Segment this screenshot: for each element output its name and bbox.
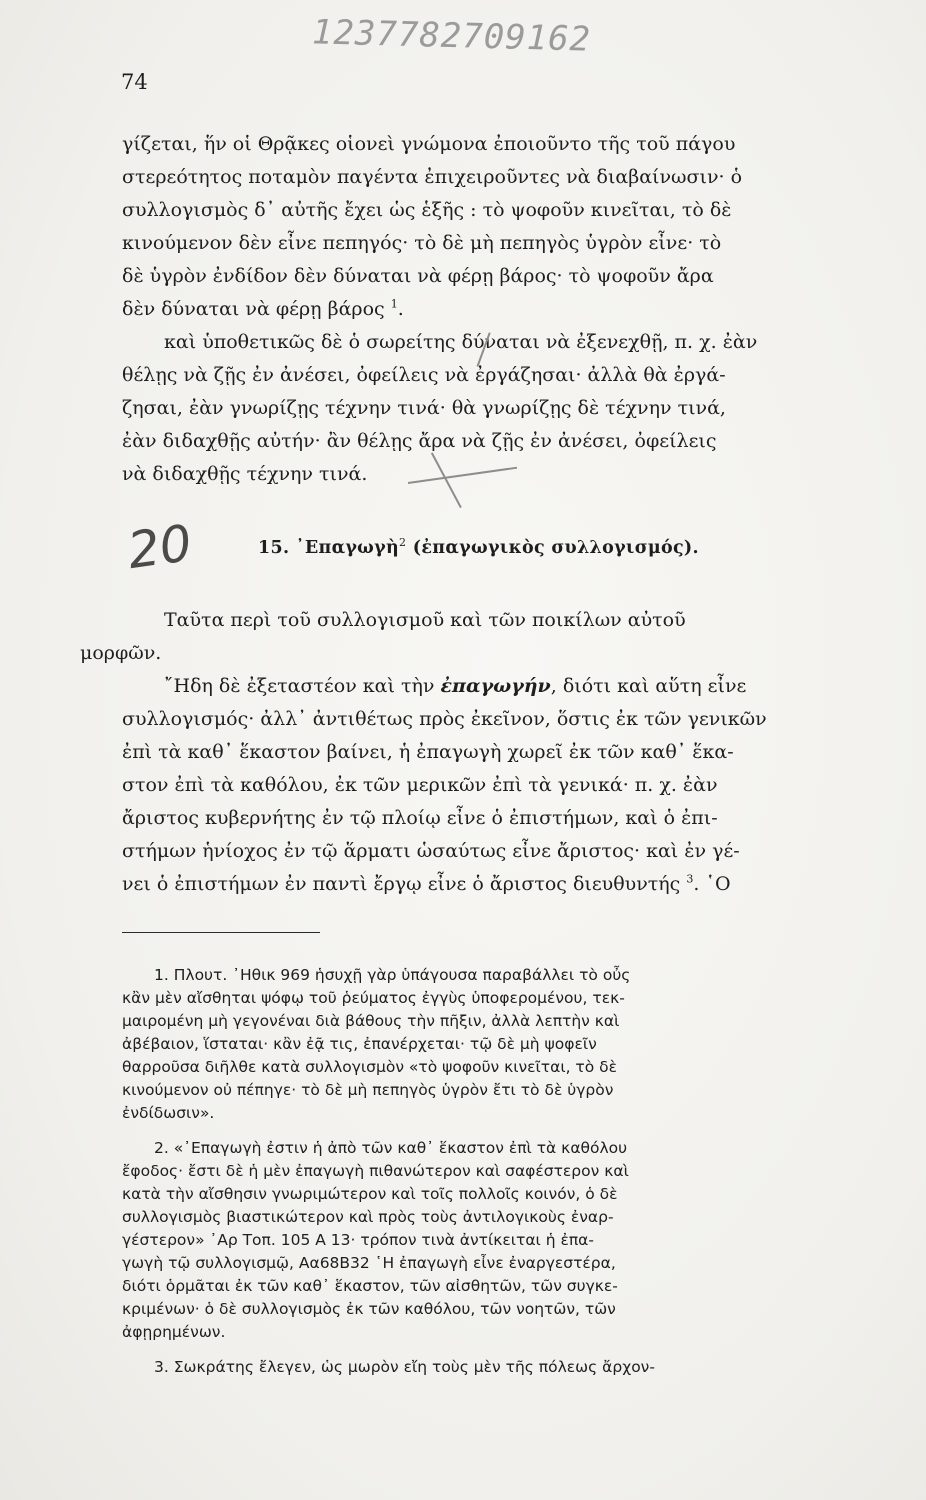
footnote-line: ἀφῃρημένων.	[122, 1323, 226, 1341]
text-end: . ῾Ο	[693, 873, 731, 895]
footnote-2	[122, 1137, 856, 1344]
main-text-top	[122, 128, 856, 491]
footnote-line: ἔφοδος· ἔστι δὲ ἡ μὲν ἐπαγωγὴ πιθανώτερον καὶ σαφέστερον καὶ	[122, 1162, 629, 1180]
footnote-line: ἐνδίδωσιν».	[122, 1104, 215, 1122]
text-line: νὰ διδαχθῇς τέχνην τινά.	[122, 463, 368, 485]
footnote-line: Πλουτ. ᾿Ηθικ 969 ἡσυχῇ γὰρ ὑπάγουσα παραβάλλει τὸ οὖς	[173, 966, 631, 984]
footnote-line: διότι ὁρμᾶται ἐκ τῶν καθ᾽ ἕκαστον, τῶν αἰσθητῶν, τῶν συγκε-	[122, 1277, 618, 1295]
footnote-label: 3.	[154, 1358, 169, 1376]
footnote-ref-3[interactable]: 3	[686, 872, 694, 886]
paragraph-1	[122, 128, 856, 326]
footnotes	[122, 964, 856, 1391]
page-number: 74	[121, 70, 148, 94]
main-text-bottom	[80, 604, 856, 901]
text-line: δὲν δύναται νὰ φέρῃ βάρος	[122, 298, 385, 320]
emphasized-term: ἐπαγωγήν	[440, 675, 551, 697]
text-line: ἐπὶ τὰ καθ᾽ ἕκαστον βαίνει, ἡ ἐπαγωγὴ χωρεῖ ἐκ τῶν καθ᾽ ἕκα-	[122, 741, 734, 763]
text-line: θέλῃς νὰ ζῇς ἐν ἀνέσει, ὀφείλεις νὰ ἐργάζησαι· ἀλλὰ θὰ ἐργά-	[122, 364, 726, 386]
footnote-line: μαιρομένη μὴ γεγονέναι διὰ βάθους τὴν πῆξιν, ἀλλὰ λεπτὴν καὶ	[122, 1012, 620, 1030]
footnote-line: γέστερον» ᾿Αρ Τοπ. 105 Α 13· τρόπον τινὰ ἀντίκειται ἡ ἐπα-	[122, 1231, 594, 1249]
footnote-line: κινούμενον οὐ πέπηγε· τὸ δὲ μὴ πεπηγὸς ὑγρὸν ἔτι τὸ δὲ ὑγρὸν	[122, 1081, 614, 1099]
section-subtitle: (ἐπαγωγικὸς συλλογισμός).	[412, 537, 699, 558]
footnote-ref-2[interactable]: 2	[399, 536, 407, 549]
text-line: στήμων ἡνίοχος ἐν τῷ ἅρματι ὡσαύτως εἶνε ἄριστος· καὶ ἐν γέ-	[122, 840, 740, 862]
paragraph-3	[80, 604, 856, 670]
footnote-line: κατὰ τὴν αἴσθησιν γνωριμώτερον καὶ τοῖς πολλοῖς κοινόν, ὁ δὲ	[122, 1185, 618, 1203]
text-line: μορφῶν.	[80, 642, 162, 664]
footnote-line: θαρροῦσα διῆλθε κατὰ συλλογισμὸν «τὸ ψοφοῦν κινεῖται, τὸ δὲ	[122, 1058, 618, 1076]
text-line: γίζεται, ἥν οἱ Θρᾷκες οἱονεὶ γνώμονα ἐποιοῦντο τῆς τοῦ πάγου	[122, 133, 736, 155]
footnote-label: 1.	[154, 966, 169, 984]
text-end: .	[397, 298, 404, 320]
section-title: ᾿Επαγωγὴ	[295, 537, 400, 558]
section-number: 15.	[258, 537, 290, 558]
handwritten-catalog-number: 1237782709162	[311, 12, 592, 60]
text-line: δὲ ὑγρὸν ἐνδίδον δὲν δύναται νὰ φέρῃ βάρος· τὸ ψοφοῦν ἄρα	[122, 265, 714, 287]
footnote-line: κἂν μὲν αἴσθηται ψόφῳ τοῦ ῥεύματος ἐγγὺς ὑποφερομένου, τεκ-	[122, 989, 625, 1007]
margin-note: 20	[124, 513, 196, 581]
text-line: καὶ ὑποθετικῶς δὲ ὁ σωρείτης δύναται νὰ ἐξενεχθῇ, π. χ. ἐὰν	[164, 331, 758, 353]
text-line: στον ἐπὶ τὰ καθόλου, ἐκ τῶν μερικῶν ἐπὶ τὰ γενικά· π. χ. ἐὰν	[122, 774, 718, 796]
footnote-line: συλλογισμὸς βιαστικώτερον καὶ πρὸς τοὺς ἀντιλογικοὺς ἐναρ-	[122, 1208, 614, 1226]
paragraph-4	[122, 670, 856, 901]
footnote-line: ἀβέβαιον, ἵσταται· κἂν ἐᾷ τις, ἐπανέρχεται· τῷ δὲ μὴ ψοφεῖν	[122, 1035, 597, 1053]
footnote-label: 2.	[154, 1139, 169, 1157]
text-line: στερεότητος ποταμὸν παγέντα ἐπιχειροῦντες νὰ διαβαίνωσιν· ὁ	[122, 166, 743, 188]
text-line: Ταῦτα περὶ τοῦ συλλογισμοῦ καὶ τῶν ποικίλων αὐτοῦ	[164, 609, 686, 631]
text-line: ἄριστος κυβερνήτης ἐν τῷ πλοίῳ εἶνε ὁ ἐπιστήμων, καὶ ὁ ἐπι-	[122, 807, 718, 829]
footnote-divider	[122, 932, 320, 933]
footnote-line: Σωκράτης ἔλεγεν, ὡς μωρὸν εἴη τοὺς μὲν τῆς πόλεως ἄρχον-	[173, 1358, 655, 1376]
text-line: συλλογισμός· ἀλλ᾽ ἀντιθέτως πρὸς ἐκεῖνον, ὅστις ἐκ τῶν γενικῶν	[122, 708, 767, 730]
footnote-line: «᾿Επαγωγὴ ἐστιν ἡ ἀπὸ τῶν καθ᾽ ἕκαστον ἐπὶ τὰ καθόλου	[173, 1139, 628, 1157]
footnote-ref-1[interactable]: 1	[390, 297, 398, 311]
footnote-line: γωγὴ τῷ συλλογισμῷ, Αα68Β32 ῾Η ἐπαγωγὴ εἶνε ἐναργεστέρα,	[122, 1254, 616, 1272]
footnote-3	[122, 1356, 856, 1379]
text-line: ζησαι, ἐὰν γνωρίζῃς τέχνην τινά· θὰ γνωρίζῃς δὲ τέχνην τινά,	[122, 397, 726, 419]
paragraph-2	[122, 326, 856, 491]
text-line: νει ὁ ἐπιστήμων ἐν παντὶ ἔργῳ εἶνε ὁ ἄριστος διευθυντής	[122, 873, 681, 895]
text-line: ἐὰν διδαχθῇς αὐτήν· ἂν θέλῃς ἄρα νὰ ζῇς ἐν ἀνέσει, ὀφείλεις	[122, 430, 717, 452]
text-line: κινούμενον δὲν εἶνε πεπηγός· τὸ δὲ μὴ πεπηγὸς ὑγρὸν εἶνε· τὸ	[122, 232, 722, 254]
text-line: ῎Ηδη δὲ ἐξεταστέον καὶ τὴν	[164, 675, 441, 697]
section-heading	[258, 536, 699, 558]
footnote-1	[122, 964, 856, 1125]
text-line: , διότι καὶ αὕτη εἶνε	[550, 675, 747, 697]
footnote-line: κριμένων· ὁ δὲ συλλογισμὸς ἐκ τῶν καθόλου, τῶν νοητῶν, τῶν	[122, 1300, 616, 1318]
text-line: συλλογισμὸς δ᾽ αὐτῆς ἔχει ὡς ἑξῆς : τὸ ψοφοῦν κινεῖται, τὸ δὲ	[122, 199, 732, 221]
